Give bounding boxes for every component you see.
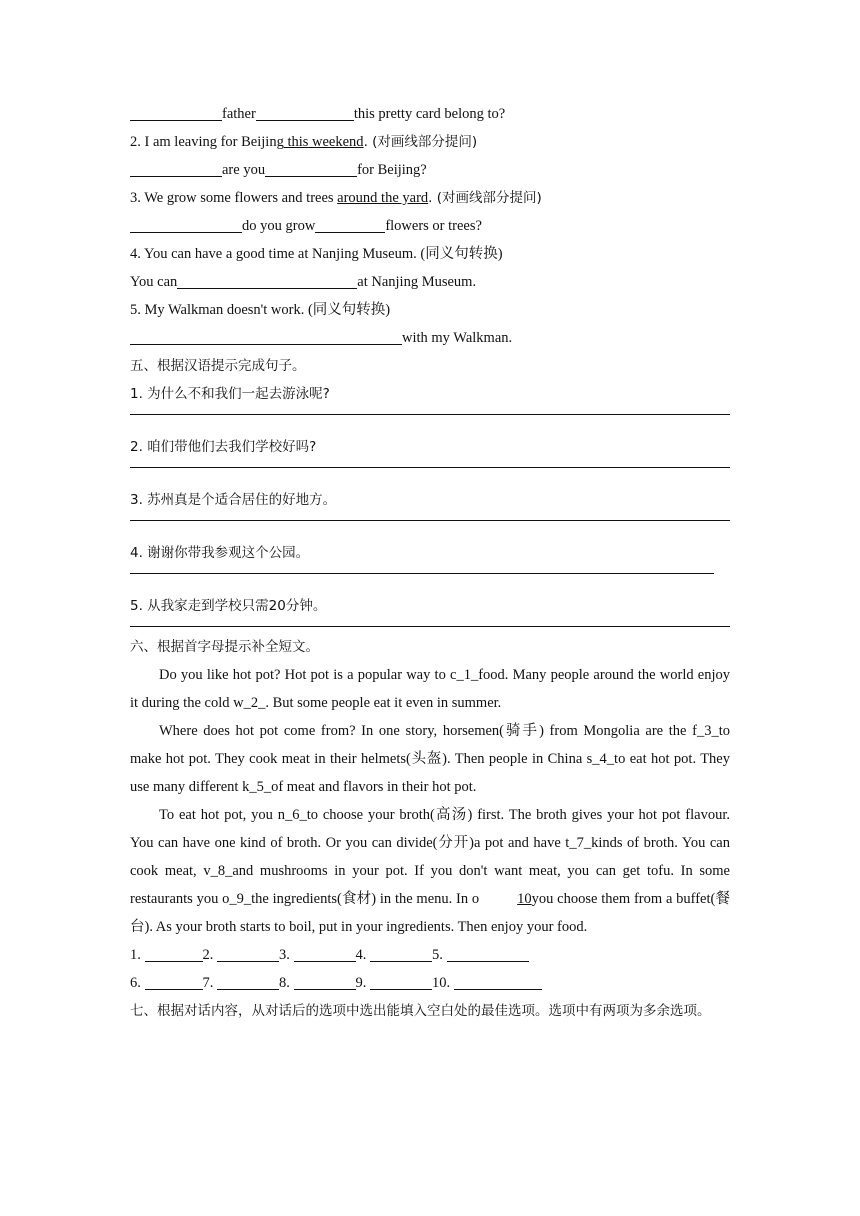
rewrite-answer-3 <box>130 212 730 240</box>
answer-row-1 <box>130 941 730 969</box>
answer-blank[interactable] <box>217 971 279 990</box>
rewrite-answer-5 <box>130 324 730 352</box>
passage-paragraph-1: Do you like hot pot? Hot pot is a popular way to c_1_food. Many people around the world enjoy it during the cold w_2_. But some people eat it even in summer. <box>130 667 730 711</box>
text: do you grow <box>242 218 316 234</box>
answer-row-2 <box>130 969 730 997</box>
text: with my Walkman. <box>402 330 513 346</box>
passage-paragraph-3 <box>130 801 730 941</box>
answer-line[interactable] <box>130 520 730 521</box>
q-instruction: . (对画线部分提问) <box>428 190 542 206</box>
q-number: 2. <box>130 134 141 150</box>
answer-blank[interactable] <box>454 971 542 990</box>
section-7-title: 七、根据对话内容，从对话后的选项中选出能填入空白处的最佳选项。选项中有两项为多余选项。 <box>130 1003 711 1019</box>
underlined-part: this weekend <box>283 134 364 150</box>
answer-line[interactable] <box>130 467 730 468</box>
rewrite-question-5 <box>130 296 730 324</box>
translation-item-3: 3. 苏州真是个适合居住的好地方。 <box>130 492 337 508</box>
text: flowers or trees? <box>385 218 482 234</box>
underlined-part: around the yard <box>337 190 429 206</box>
answer-blank[interactable] <box>370 943 432 962</box>
answer-blank[interactable] <box>130 326 402 345</box>
rewrite-question-4 <box>130 240 730 268</box>
q-text: I am leaving for Beijing <box>144 134 284 150</box>
answer-blank[interactable] <box>315 214 385 233</box>
blank-number[interactable]: 10 <box>517 891 532 907</box>
rewrite-question-3 <box>130 184 730 212</box>
answer-number: 4. <box>355 947 367 963</box>
worksheet-page <box>130 100 730 1025</box>
q-number: 3. <box>130 190 141 206</box>
rewrite-answer-4 <box>130 268 730 296</box>
answer-number: 3. <box>279 947 290 963</box>
text: You can <box>130 274 178 290</box>
passage-paragraph-2: Where does hot pot come from? In one story, horsemen(骑手) from Mongolia are the f_3_to make hot pot. They cook meat in their helmets(头盔). Then people in China s_4_to eat hot pot. They use many different k_5_of meat and flavors in their hot pot. <box>130 723 730 795</box>
answer-line[interactable] <box>130 414 730 415</box>
rewrite-answer-2 <box>130 156 730 184</box>
text: are you <box>222 162 266 178</box>
rewrite-question-2 <box>130 128 730 156</box>
answer-blank[interactable] <box>370 971 432 990</box>
answer-number: 7. <box>202 975 214 991</box>
section-5-title: 五、根据汉语提示完成句子。 <box>130 358 306 374</box>
answer-line[interactable] <box>130 573 714 574</box>
answer-number: 10. <box>432 975 451 991</box>
answer-blank[interactable] <box>130 158 222 177</box>
answer-blank[interactable] <box>217 943 279 962</box>
translation-item-1: 1. 为什么不和我们一起去游泳呢? <box>130 386 330 402</box>
q-text: We grow some flowers and trees <box>144 190 338 206</box>
answer-number: 6. <box>130 975 141 991</box>
q-text: 4. You can have a good time at Nanjing Museum. (同义句转换) <box>130 246 503 262</box>
answer-blank[interactable] <box>265 158 357 177</box>
answer-line[interactable] <box>130 626 730 627</box>
answer-blank[interactable] <box>294 971 356 990</box>
answer-blank[interactable] <box>130 214 242 233</box>
text: this pretty card belong to? <box>353 106 506 122</box>
answer-blank[interactable] <box>447 943 529 962</box>
answer-blank[interactable] <box>145 943 203 962</box>
answer-blank[interactable] <box>294 943 356 962</box>
text: at Nanjing Museum. <box>357 274 477 290</box>
answer-number: 8. <box>279 975 290 991</box>
text: To eat hot pot, you n_6_to choose your broth(高汤) first. The broth gives your hot pot flavour. You can have one kind of broth. Or you can divide(分开)a pot and have t_7_kinds of broth. You can cook meat, v_8_and mushrooms in your pot. If you don't want meat, you can get tofu. In some restaurants you o_9_the ingredients(食材) in the menu. In o <box>130 807 730 907</box>
rewrite-line-1 <box>130 100 730 128</box>
answer-number: 1. <box>130 947 141 963</box>
section-6-title: 六、根据首字母提示补全短文。 <box>130 639 319 655</box>
q-text: 5. My Walkman doesn't work. (同义句转换) <box>130 302 391 318</box>
answer-blank[interactable] <box>256 102 354 121</box>
text: for Beijing? <box>357 162 427 178</box>
translation-item-2: 2. 咱们带他们去我们学校好吗? <box>130 439 317 455</box>
text: father <box>222 106 256 122</box>
answer-blank[interactable] <box>145 971 203 990</box>
q-instruction: . (对画线部分提问) <box>363 134 478 150</box>
translation-item-4: 4. 谢谢你带我参观这个公园。 <box>130 545 310 561</box>
text: you choose them from a buffet(餐台). As your broth starts to boil, put in your ingredients. Then enjoy your food. <box>130 891 730 935</box>
translation-item-5: 5. 从我家走到学校只需20分钟。 <box>130 598 327 614</box>
answer-blank[interactable] <box>177 270 357 289</box>
answer-number: 2. <box>202 947 214 963</box>
answer-number: 9. <box>355 975 367 991</box>
answer-number: 5. <box>432 947 443 963</box>
answer-blank[interactable] <box>130 102 222 121</box>
